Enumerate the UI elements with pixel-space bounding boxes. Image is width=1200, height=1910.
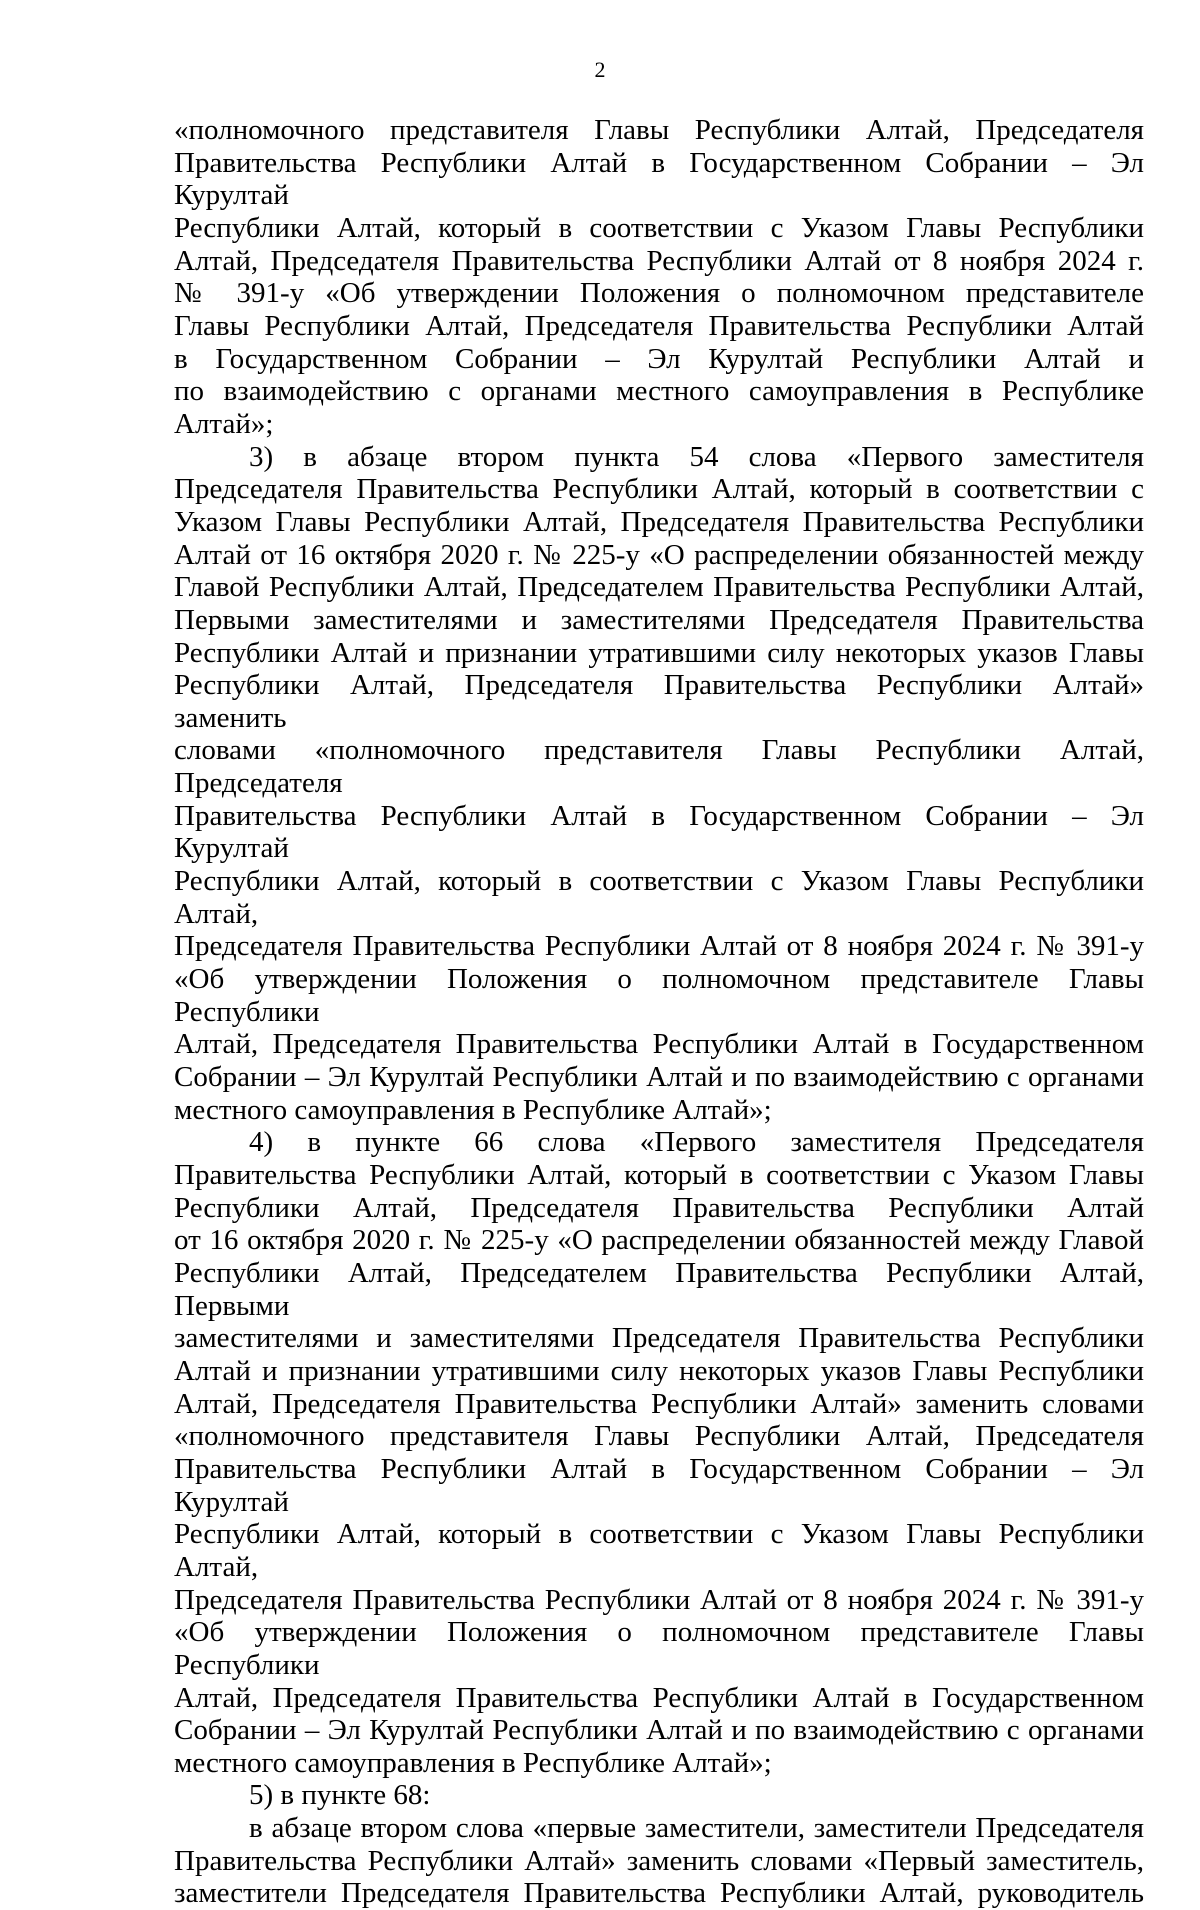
paragraph-item-3 [174, 441, 1144, 1127]
paragraph-item-5 [174, 1779, 1144, 1812]
text-line: Алтай от 16 октября 2020 г. № 225-у «О распределении обязанностей между [174, 538, 1144, 571]
text-line: Указом Главы Республики Алтай, Председателя Правительства Республики [174, 505, 1144, 538]
text-line: заместителями и заместителями Председателя Правительства Республики [174, 1322, 1144, 1355]
text-line: Собрании – Эл Курултай Республики Алтай и по взаимодействию с органами [174, 1714, 1144, 1747]
text-line: по взаимодействию с органами местного самоуправления в Республике [174, 375, 1144, 408]
text-line: Первыми заместителями и заместителями Председателя Правительства [174, 603, 1144, 636]
text-line: в абзаце втором слова «первые заместители, заместители Председателя [249, 1812, 1144, 1845]
text-line: Республики Алтай, который в соответствии с Указом Главы Республики Алтай, [174, 865, 1144, 930]
text-line: Алтай, Председателя Правительства Республики Алтай» заменить словами [174, 1387, 1144, 1420]
text-line: Председателя Правительства Республики Алтай от 8 ноября 2024 г. № 391-у [174, 1583, 1144, 1616]
page-number: 2 [594, 57, 606, 82]
text-line: «полномочного представителя Главы Республики Алтай, Председателя [174, 114, 1144, 146]
text-line: 3) в абзаце втором пункта 54 слова «Первого заместителя [249, 440, 1144, 473]
text-line: от 16 октября 2020 г. № 225-у «О распределении обязанностей между Главой [174, 1224, 1144, 1257]
text-line: Правительства Республики Алтай в Государственном Собрании – Эл Курултай [174, 799, 1144, 865]
text-line: 4) в пункте 66 слова «Первого заместителя Председателя [249, 1126, 1144, 1159]
text-line: 5) в пункте 68: [249, 1779, 431, 1812]
text-line: Председателя Правительства Республики Алтай, который в соответствии с [174, 473, 1144, 506]
text-line: в Государственном Собрании – Эл Курултай Республики Алтай и [174, 342, 1144, 375]
text-line: заместители Председателя Правительства Республики Алтай, руководитель [174, 1877, 1144, 1910]
text-line: Республики Алтай, который в соответствии с Указом Главы Республики [174, 211, 1144, 244]
text-line: Алтай»; [174, 407, 274, 440]
text-line: Правительства Республики Алтай в Государственном Собрании – Эл Курултай [174, 1452, 1144, 1518]
paragraph-item-4 [174, 1126, 1144, 1779]
text-line: Республики Алтай и признании утратившими силу некоторых указов Главы [174, 636, 1144, 669]
text-line: Собрании – Эл Курултай Республики Алтай и по взаимодействию с органами [174, 1061, 1144, 1094]
text-line: Председателя Правительства Республики Алтай от 8 ноября 2024 г. № 391-у [174, 930, 1144, 963]
document-body [174, 114, 1144, 1910]
text-line: Правительства Республики Алтай, который в соответствии с Указом Главы [174, 1159, 1144, 1191]
text-line: Республики Алтай, Председателя Правительства Республики Алтай [174, 1191, 1144, 1224]
text-line: № 391-у «Об утверждении Положения о полномочном представителе [174, 277, 1144, 310]
text-line: Алтай, Председателя Правительства Республики Алтай в Государственном [174, 1681, 1144, 1714]
text-line: словами «полномочного представителя Главы Республики Алтай, Председателя [174, 734, 1144, 800]
text-line: Главы Республики Алтай, Председателя Правительства Республики Алтай [174, 309, 1144, 342]
text-line: Главой Республики Алтай, Председателем Правительства Республики Алтай, [174, 571, 1144, 604]
text-line: «полномочного представителя Главы Республики Алтай, Председателя [174, 1420, 1144, 1453]
text-line: Республики Алтай, который в соответствии с Указом Главы Республики Алтай, [174, 1518, 1144, 1583]
text-line: Алтай и признании утратившими силу некоторых указов Главы Республики [174, 1354, 1144, 1387]
paragraph-continuation [174, 114, 1144, 441]
text-line: местного самоуправления в Республике Алтай»; [174, 1093, 772, 1126]
text-line: Правительства Республики Алтай в Государственном Собрании – Эл Курултай [174, 146, 1144, 212]
text-line: Республики Алтай, Председателя Правительства Республики Алтай» заменить [174, 669, 1144, 734]
text-line: Республики Алтай, Председателем Правительства Республики Алтай, Первыми [174, 1256, 1144, 1322]
text-line: «Об утверждении Положения о полномочном представителе Главы Республики [174, 1616, 1144, 1681]
text-line: Алтай, Председателя Правительства Республики Алтай от 8 ноября 2024 г. [174, 244, 1144, 277]
text-line: местного самоуправления в Республике Алтай»; [174, 1746, 772, 1779]
text-line: «Об утверждении Положения о полномочном представителе Главы Республики [174, 963, 1144, 1028]
text-line: Правительства Республики Алтай» заменить словами «Первый заместитель, [174, 1844, 1144, 1877]
paragraph-item-5-abzac [174, 1812, 1144, 1910]
text-line: Алтай, Председателя Правительства Республики Алтай в Государственном [174, 1028, 1144, 1061]
